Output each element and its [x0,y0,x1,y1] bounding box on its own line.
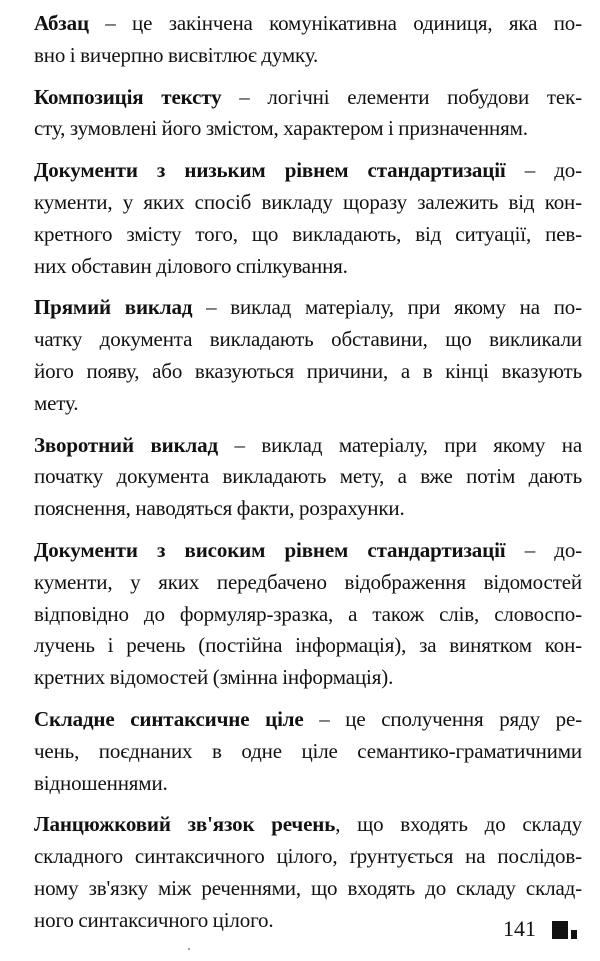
page-footer [0,916,600,946]
definition-text: лучень і речень (постійна інформація), за винятком кон- [34,633,582,658]
text-line [34,292,582,324]
text-line [34,599,582,631]
text-line [34,873,582,905]
glossary-entry [34,535,582,694]
scan-speck [188,948,190,950]
text-line [34,704,582,736]
glossary-term: Документи з низьким рівнем стандартизації [34,158,506,183]
glossary-text [34,8,582,947]
text-line [34,219,582,251]
glossary-entry [34,292,582,419]
glossary-entry [34,430,582,525]
page-number: 141 [503,916,536,941]
text-line [34,630,582,662]
definition-text: відношеннями. [34,770,168,795]
text-line [34,251,582,283]
text-line [34,662,582,694]
definition-text: – логічні елементи побудови тек- [221,84,582,109]
definition-text: – виклад матеріалу, при якому на [218,432,582,457]
definition-text: – до- [505,537,582,562]
glossary-term: Документи з високим рівнем стандартизації [34,537,506,562]
definition-text: – до- [505,158,582,183]
definition-text: чень, поєднаних в одне ціле семантико-граматичними [34,738,582,763]
text-line [34,535,582,567]
definition-text: пояснення, наводяться факти, розрахунки. [34,496,405,521]
definition-text: чатку документа викладають обставини, що викликали [34,327,582,352]
text-line [34,82,582,114]
glossary-term: Прямий виклад [34,295,193,320]
definition-text: відповідно до формуляр-зразка, а також слів, словоспо- [34,601,582,626]
glossary-term: Композиція тексту [34,84,222,109]
definition-text: – виклад матеріалу, при якому на по- [192,295,582,320]
definition-text: кретних відомостей (змінна інформація). [34,665,394,690]
text-line [34,155,582,187]
text-line [34,40,582,72]
definition-text: його появу, або вказуються причини, а в кінці вказують [34,358,582,383]
definition-text: кументи, у яких передбачено відображення відомостей [34,569,582,594]
text-line [34,324,582,356]
text-line [34,493,582,525]
definition-text: – це закінчена комунікативна одиниця, яка по- [88,11,582,35]
definition-text: них обставин ділового спілкування. [34,253,348,278]
glossary-term: Ланцюжковий зв'язок речень [34,812,336,837]
definition-text: початку документа викладають мету, а вже потім дають [34,464,582,489]
text-line [34,430,582,462]
glossary-entry [34,704,582,799]
definition-text: ному зв'язку між реченнями, що входять до складу склад- [34,875,582,900]
text-line [34,841,582,873]
text-line [34,736,582,768]
definition-text: вно і вичерпно висвітлює думку. [34,42,319,67]
glossary-entry [34,155,582,282]
text-line [34,388,582,420]
text-line [34,187,582,219]
definition-text: кретного змісту того, що викладають, від ситуації, пев- [34,221,582,246]
text-line [34,809,582,841]
text-line [34,567,582,599]
glossary-term: Складне синтаксичне ціле [34,706,304,731]
text-line [34,8,582,40]
text-line [34,461,582,493]
definition-text: , що входять до складу [335,812,582,837]
definition-text: мету. [34,390,79,415]
definition-text: ного синтаксичного цілого. [34,907,274,932]
text-line [34,356,582,388]
glossary-term: Зворотний виклад [34,432,219,457]
glossary-entry [34,82,582,146]
glossary-term: Абзац [34,11,89,35]
definition-text: кументи, у яких спосіб викладу щоразу залежить від кон- [34,189,582,214]
text-line [34,113,582,145]
definition-text: – це сполучення ряду ре- [303,706,582,731]
definition-text: сту, зумовлені його змістом, характером і призначенням. [34,116,528,141]
book-section-mark-icon [552,921,580,941]
definition-text: складного синтаксичного цілого, ґрунтується на послідов- [34,844,582,869]
glossary-entry [34,8,582,72]
text-line [34,768,582,800]
